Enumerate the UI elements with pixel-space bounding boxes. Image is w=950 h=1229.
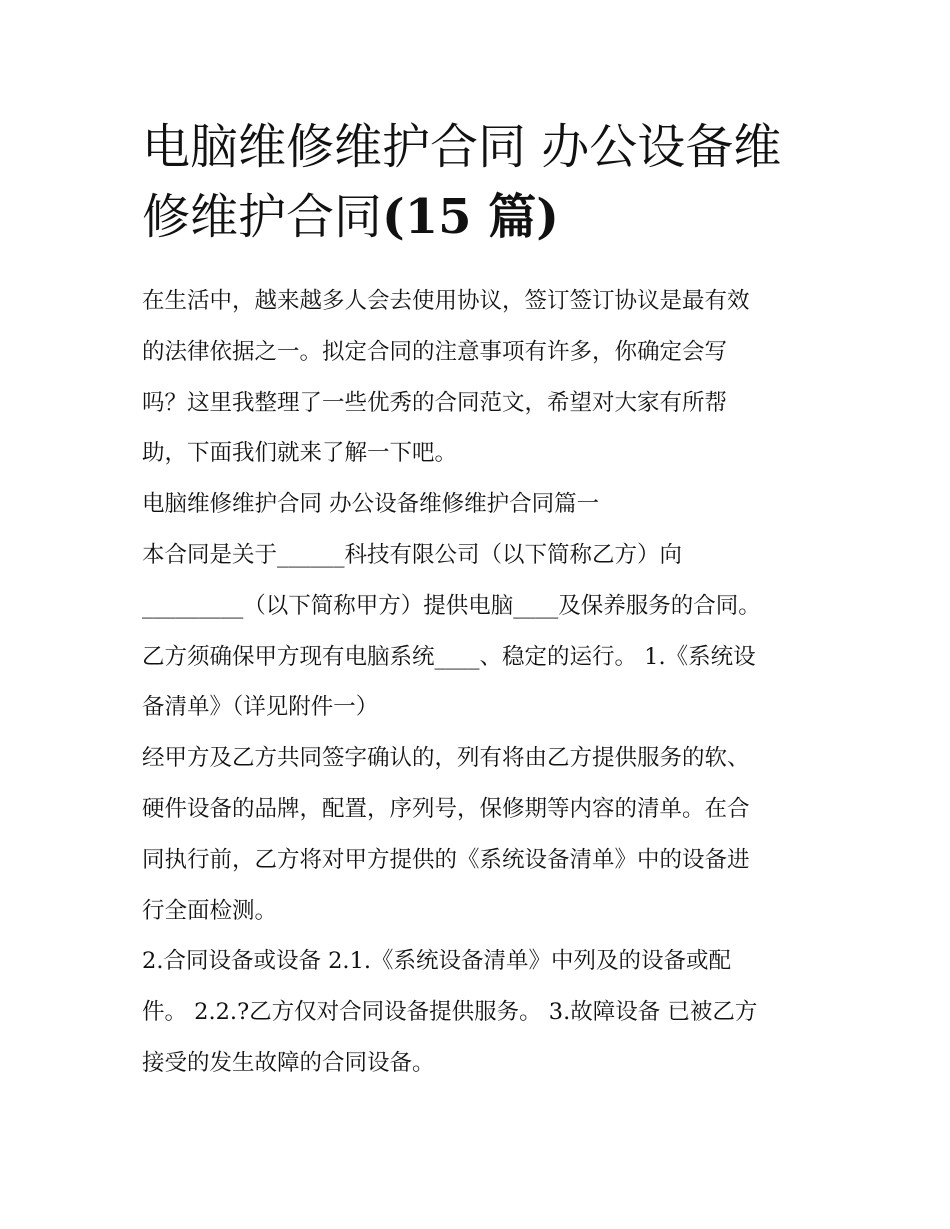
body-line: 的法律依据之一。拟定合同的注意事项有许多，你确定会写 bbox=[142, 338, 728, 365]
body-line: 接受的发生故障的合同设备。 bbox=[142, 1049, 435, 1076]
body-line: 经甲方及乙方共同签字确认的，列有将由乙方提供服务的软、 bbox=[142, 745, 750, 772]
body-line: 件。 2.2.?乙方仅对合同设备提供服务。 3.故障设备 已被乙方 bbox=[142, 999, 758, 1026]
body-line: 行全面检测。 bbox=[142, 897, 278, 924]
title-count: (15 篇) bbox=[382, 189, 559, 245]
title-line-1: 电脑维修维护合同 办公设备维 bbox=[142, 119, 782, 175]
body-line: 硬件设备的品牌，配置，序列号，保修期等内容的清单。在合 bbox=[142, 795, 750, 822]
body-line: 在生活中，越来越多人会去使用协议，签订签订协议是最有效 bbox=[142, 288, 750, 314]
body-line: _________（以下简称甲方）提供电脑____及保养服务的合同。 bbox=[142, 592, 761, 619]
body-line: 备清单》（详见附件一） bbox=[142, 694, 379, 721]
body-line: 助，下面我们就来了解一下吧。 bbox=[142, 440, 458, 467]
section-heading: 电脑维修维护合同 办公设备维修维护合同篇一 bbox=[142, 491, 600, 518]
body-line: 本合同是关于______科技有限公司（以下简称乙方）向 bbox=[142, 541, 683, 568]
body-line: 吗？这里我整理了一些优秀的合同范文，希望对大家有所帮 bbox=[142, 389, 728, 416]
body-line: 乙方须确保甲方现有电脑系统____、稳定的运行。 1.《系统设 bbox=[142, 643, 756, 670]
title-line-2-text: 修维护合同 bbox=[142, 189, 383, 245]
body-line: 同执行前，乙方将对甲方提供的《系统设备清单》中的设备进 bbox=[142, 846, 750, 873]
body-line: 2.合同设备或设备 2.1.《系统设备清单》中列及的设备或配 bbox=[142, 948, 732, 975]
document-title bbox=[142, 112, 822, 252]
document-body bbox=[142, 276, 822, 1089]
title-line-2 bbox=[142, 182, 822, 252]
